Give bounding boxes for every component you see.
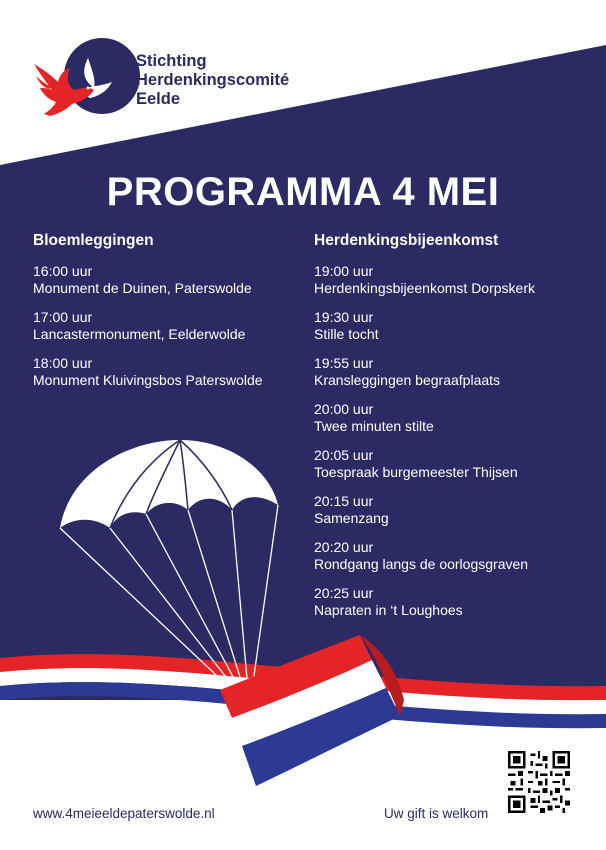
item-time: 19:00 uur: [314, 263, 374, 279]
item-time: 20:25 uur: [314, 585, 374, 601]
item-description: Herdenkingsbijeenkomst Dorpskerk: [314, 280, 535, 296]
herdenking-heading: Herdenkingsbijeenkomst: [314, 232, 499, 249]
item-time: 20:20 uur: [314, 539, 374, 555]
item-time: 17:00 uur: [33, 309, 93, 325]
org-name-line-1: Stichting: [136, 52, 207, 70]
item-description: Stille tocht: [314, 326, 379, 342]
org-name-line-2: Herdenkingscomité: [136, 71, 290, 89]
item-time: 18:00 uur: [33, 355, 93, 371]
page-title: PROGRAMMA 4 MEI: [106, 170, 500, 214]
item-description: Twee minuten stilte: [314, 418, 434, 434]
bloemleggingen-heading: Bloemleggingen: [33, 232, 154, 249]
item-time: 19:30 uur: [314, 309, 374, 325]
item-time: 16:00 uur: [33, 263, 93, 279]
item-description: Kransleggingen begraafplaats: [314, 372, 501, 388]
gift-text: Uw gift is welkom: [384, 806, 489, 821]
website-link[interactable]: www.4meieeldepaterswolde.nl: [33, 806, 215, 821]
item-description: Napraten in ‘t Loughoes: [314, 602, 463, 618]
item-description: Toespraak burgemeester Thijsen: [314, 464, 518, 480]
item-description: Rondgang langs de oorlogsgraven: [314, 556, 529, 572]
item-time: 20:00 uur: [314, 401, 374, 417]
item-time: 19:55 uur: [314, 355, 374, 371]
item-description: Lancastermonument, Eelderwolde: [33, 326, 246, 342]
item-time: 20:05 uur: [314, 447, 374, 463]
item-description: Monument de Duinen, Paterswolde: [33, 280, 252, 296]
item-description: Samenzang: [314, 510, 389, 526]
org-name-line-3: Eelde: [136, 90, 181, 108]
item-time: 20:15 uur: [314, 493, 374, 509]
item-description: Monument Kluivingsbos Paterswolde: [33, 372, 263, 388]
qr-code-icon: [508, 751, 570, 813]
